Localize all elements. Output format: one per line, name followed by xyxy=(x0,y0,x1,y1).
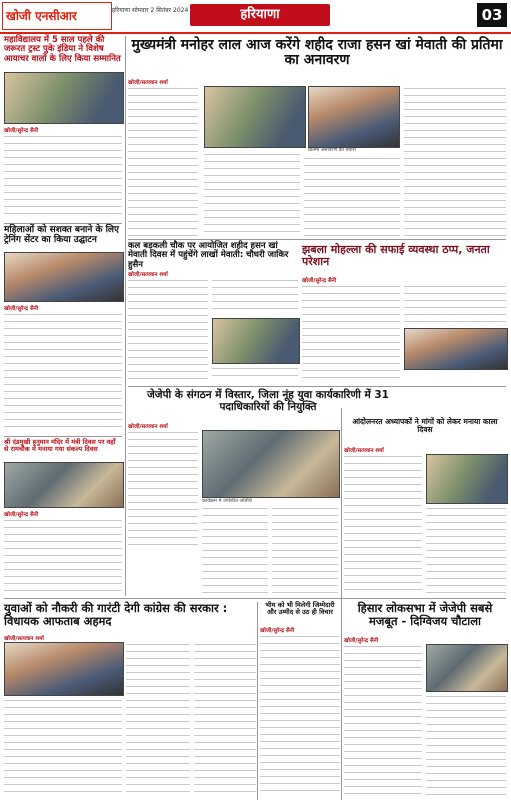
article-9-byline: खोजी/सत्यवान शर्मा xyxy=(4,636,44,642)
lead-body-col-2 xyxy=(204,152,300,236)
article-1-byline: खोजी/सुरेन्द्र सैनी xyxy=(4,128,39,134)
article-1-headline: महाविद्यालय में 5 साल पहले की जरूरत ट्रस्ट पुके इंडिया ने विशेष आयाचर वालों के लिए किया सम्मानित xyxy=(4,35,121,64)
article-4-body-2 xyxy=(212,278,298,314)
lead-photo-2 xyxy=(308,86,400,148)
article-11-photo xyxy=(426,644,508,692)
article-7-body xyxy=(4,518,122,594)
divider xyxy=(4,436,122,437)
article-6-photo xyxy=(202,430,340,498)
article-9-body-1 xyxy=(4,698,122,796)
article-7-byline: खोजी/सुरेन्द्र सैनी xyxy=(4,512,39,518)
divider xyxy=(4,598,506,599)
divider xyxy=(4,223,122,224)
column-rule xyxy=(257,602,258,800)
masthead xyxy=(0,0,511,34)
article-1-photo xyxy=(4,72,124,124)
article-5-body-2 xyxy=(404,284,506,324)
article-8-body-2 xyxy=(426,506,506,596)
article-4-byline: खोजी/सत्यवान शर्मा xyxy=(128,272,168,278)
article-6-byline: खोजी/सत्यवान शर्मा xyxy=(128,424,168,430)
article-5-body-1 xyxy=(302,284,400,382)
article-3-photo xyxy=(4,252,124,302)
article-6-body-1 xyxy=(128,430,198,550)
article-6-headline: जेजेपी के संगठन में विस्तार, जिला नूंह युवा कार्यकारिणी में 31 पदाधिकारियों की नियुक्ति xyxy=(146,389,389,413)
article-6-body-3 xyxy=(272,506,338,596)
column-rule xyxy=(125,36,126,596)
article-10-byline: खोजी/सुरेन्द्र सैनी xyxy=(260,628,295,634)
lead-byline: खोजी/सत्यवान शर्मा xyxy=(128,80,168,86)
lead-body-col-3 xyxy=(304,156,400,236)
article-3-body xyxy=(4,312,122,432)
article-3-headline: महिलाओं को सशक्त बनाने के लिए ट्रेनिंग सेंटर का किया उद्घाटन xyxy=(4,225,119,245)
article-4-headline: कल बड़कली चौक पर आयोजित शहीद हसन खां मेवाती दिवस में पहुंचेंगे लाखों मेवाती: चौधरी जाकिर हुसैन xyxy=(128,241,289,270)
lead-body-col-1 xyxy=(128,86,198,236)
article-10-headline: भीम को भी मिलेगी जिम्मेदारी और उम्मीद से उठ ही विचार xyxy=(265,601,335,617)
article-8-photo xyxy=(426,454,508,504)
article-4-body-3 xyxy=(212,366,298,382)
section-title: हरियाणा xyxy=(190,4,330,26)
article-8-headline: आंदोलनरत अध्यापकों ने मांगों को लेकर मनाया काला दिवस xyxy=(352,417,498,435)
lead-body-col-4 xyxy=(404,86,506,236)
article-8-body-1 xyxy=(344,454,422,596)
article-9-body-2 xyxy=(126,642,190,796)
article-4-body-1 xyxy=(128,278,208,382)
article-9-body-3 xyxy=(194,642,256,796)
divider xyxy=(128,239,506,240)
article-8-byline: खोजी/सत्यवान शर्मा xyxy=(344,448,384,454)
article-10-body xyxy=(260,634,340,796)
article-4-photo xyxy=(212,318,300,364)
article-11-body-1 xyxy=(344,644,422,796)
lead-photo-1 xyxy=(204,86,306,148)
lead-headline: मुख्यमंत्री मनोहर लाल आज करेंगे शहीद राजा हसन खां मेवाती की प्रतिमा का अनावरण xyxy=(131,37,503,69)
lead-photo-caption: प्रतिमा अनावरण की तैयारी xyxy=(308,147,356,153)
brand-box xyxy=(2,2,112,30)
brand-name: खोजी एनसीआर xyxy=(6,9,77,23)
article-5-headline: झबला मोहल्ला की सफाई व्यवस्था ठप्प, जनता परेशान xyxy=(302,243,490,269)
article-3-byline: खोजी/सुरेन्द्र सैनी xyxy=(4,306,39,312)
column-rule xyxy=(341,408,342,800)
article-11-byline: खोजी/सुरेन्द्र सैनी xyxy=(344,638,379,644)
page-number: 03 xyxy=(477,3,507,27)
article-5-photo xyxy=(404,328,508,370)
article-9-headline: युवाओं को नौकरी की गारंटी देगी कांग्रेस की सरकार : विधायक आफताब अहमद xyxy=(4,601,228,628)
article-1-body xyxy=(4,134,122,220)
article-7-headline: श्री दंडमुखी हनुमान मंदिर में मंत्री दिवस पर वहाँ से रामचौक में मनाया गया संकल्प दिवस xyxy=(4,438,116,454)
article-11-headline: हिसार लोकसभा में जेजेपी सबसे मजबूत - दिग्विजय चौटाला xyxy=(357,601,493,628)
date-line: हरियाणा सोमवार 2 सितंबर 2024 xyxy=(112,7,189,14)
article-7-photo xyxy=(4,462,124,508)
article-6-caption: कार्यक्रम में उपस्थित अतिथि xyxy=(202,498,252,504)
divider xyxy=(128,386,506,387)
article-5-byline: खोजी/सुरेन्द्र सैनी xyxy=(302,278,337,284)
article-11-body-2 xyxy=(426,694,506,796)
article-6-body-2 xyxy=(202,506,268,596)
article-9-photo xyxy=(4,642,124,696)
